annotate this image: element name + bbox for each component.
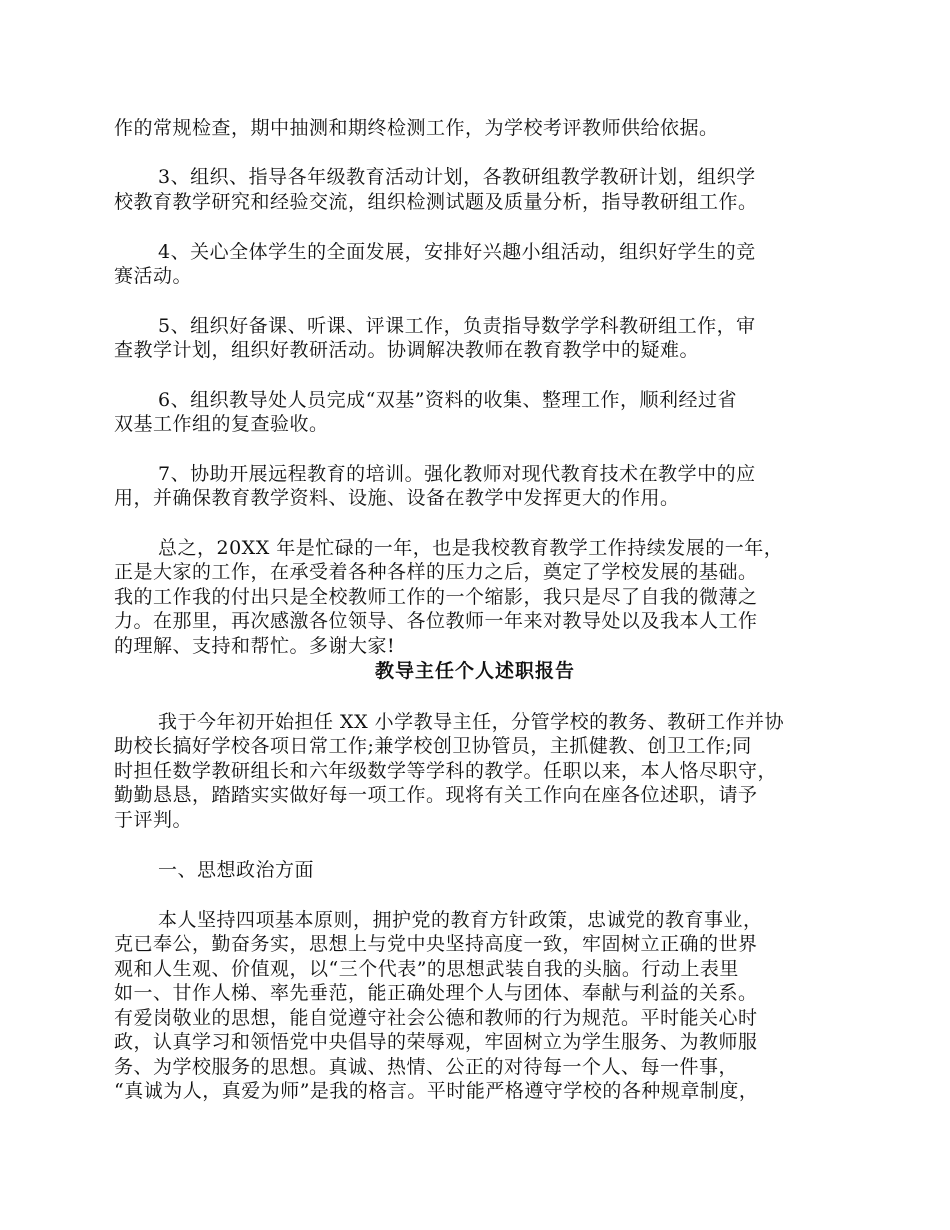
body-line: 我的工作我的付出只是全校教师工作的一个缩影，我只是尽了自我的微薄之 xyxy=(114,586,758,608)
body-line: 5、组织好备课、听课、评课工作，负责指导数学学科教研组工作，审 xyxy=(158,315,756,337)
body-line: 7、协助开展远程教育的培训。强化教师对现代教育技术在教学中的应 xyxy=(158,463,756,485)
body-line: 政，认真学习和领悟党中央倡导的荣辱观，牢固树立为学生服务、为教师服 xyxy=(114,1031,758,1053)
body-line: 双基工作组的复查验收。 xyxy=(114,413,329,435)
body-line: 时担任数学教研组长和六年级数学等学科的教学。任职以来，本人恪尽职守， xyxy=(114,760,778,782)
body-line: “真诚为人，真爱为师”是我的格言。平时能严格遵守学校的各种规章制度， xyxy=(114,1080,759,1102)
body-line: 作的常规检查，期中抽测和期终检测工作，为学校考评教师供给依据。 xyxy=(114,117,719,139)
body-line: 3、组织、指导各年级教育活动计划，各教研组教学教研计划，组织学 xyxy=(158,166,756,188)
body-line: 助校长搞好学校各项日常工作;兼学校创卫协管员，主抓健教、创卫工作;同 xyxy=(114,735,752,757)
document-title: 教导主任个人述职报告 xyxy=(374,660,575,682)
body-line: 如一、甘作人梯、率先垂范，能正确处理个人与团体、奉献与利益的关系。 xyxy=(114,982,758,1004)
body-line: 我于今年初开始担任 XX 小学教导主任，分管学校的教务、教研工作并协 xyxy=(158,711,785,733)
body-line: 6、组织教导处人员完成“双基”资料的收集、整理工作，顺利经过省 xyxy=(158,389,738,411)
body-line: 总之，20XX 年是忙碌的一年，也是我校教育教学工作持续发展的一年， xyxy=(158,537,784,559)
body-line: 4、关心全体学生的全面发展，安排好兴趣小组活动，组织好学生的竞 xyxy=(158,241,756,263)
body-line: 正是大家的工作，在承受着各种各样的压力之后，奠定了学校发展的基础。 xyxy=(114,561,758,583)
body-line: 用，并确保教育教学资料、设施、设备在教学中发挥更大的作用。 xyxy=(114,487,680,509)
body-line: 有爱岗敬业的思想，能自觉遵守社会公德和教师的行为规范。平时能关心时 xyxy=(114,1007,758,1029)
body-line: 克已奉公，勤奋务实，思想上与党中央坚持高度一致，牢固树立正确的世界 xyxy=(114,933,758,955)
body-line: 查教学计划，组织好教研活动。协调解决教师在教育教学中的疑难。 xyxy=(114,339,700,361)
body-line: 的理解、支持和帮忙。多谢大家! xyxy=(114,635,396,657)
body-line: 校教育教学研究和经验交流，组织检测试题及质量分析，指导教研组工作。 xyxy=(114,191,758,213)
body-line: 于评判。 xyxy=(114,809,193,831)
body-line: 赛活动。 xyxy=(114,265,193,287)
section-heading: 一、思想政治方面 xyxy=(158,859,315,881)
body-line: 本人坚持四项基本原则，拥护党的教育方针政策，忠诚党的教育事业， xyxy=(158,909,763,931)
body-line: 勤勤恳恳，踏踏实实做好每一项工作。现将有关工作向在座各位述职，请予 xyxy=(114,784,758,806)
body-line: 力。在那里，再次感激各位领导、各位教师一年来对教导处以及我本人工作 xyxy=(114,610,758,632)
body-line: 务、为学校服务的思想。真诚、热情、公正的对待每一个人、每一件事， xyxy=(114,1056,739,1078)
body-line: 观和人生观、价值观，以“三个代表”的思想武装自我的头脑。行动上表里 xyxy=(114,958,739,980)
